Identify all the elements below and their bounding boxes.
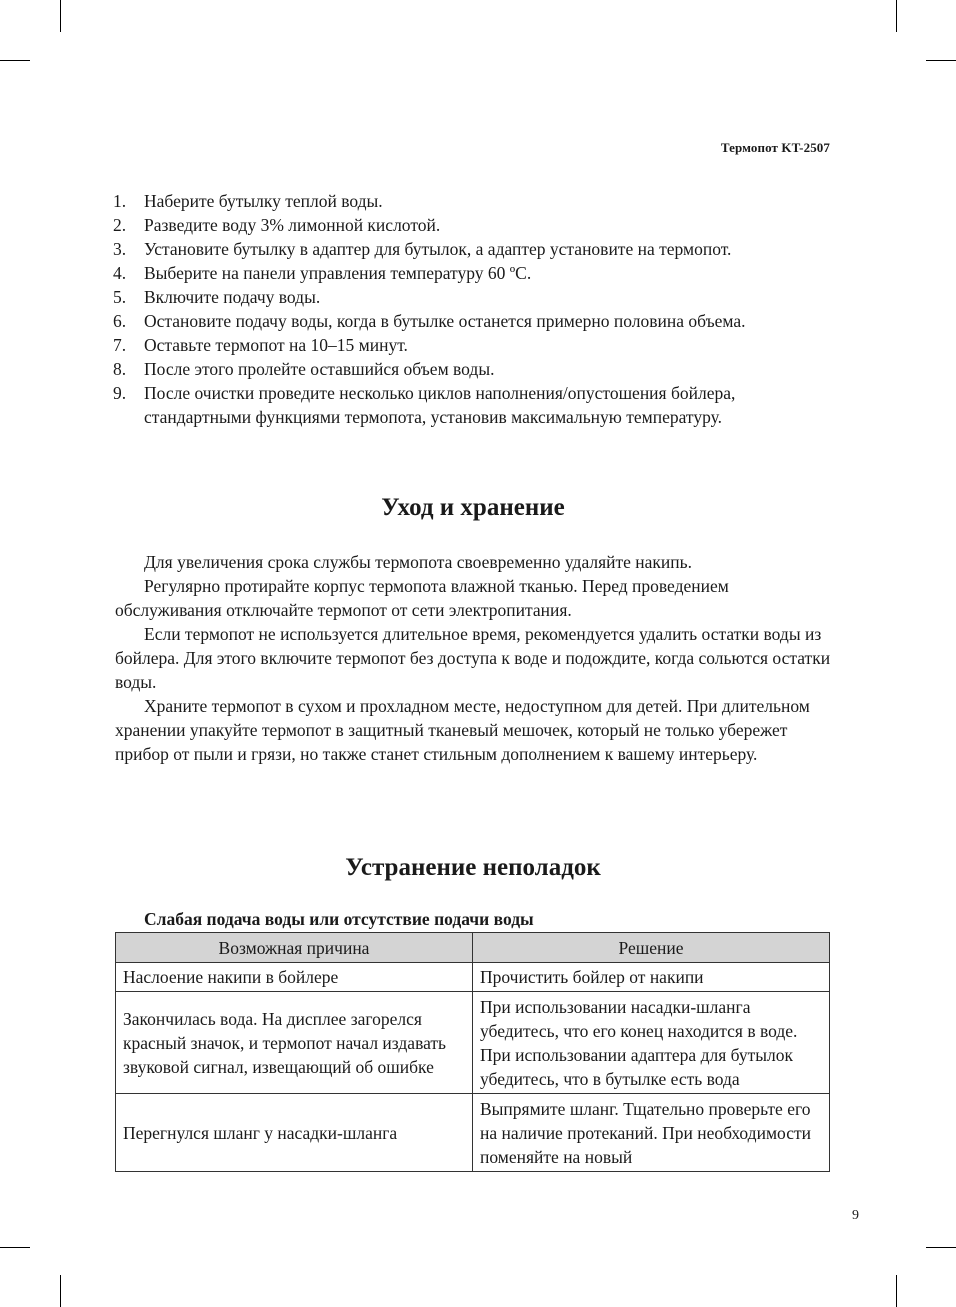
step-number: 5. (113, 287, 127, 307)
solution-cell: При использовании насадки-шланга убедитесь, что его конец находится в воде. При использовании адаптера для бутылок убедитесь, что в бутылке есть вода (473, 992, 830, 1094)
step-number: 6. (113, 311, 127, 331)
column-header-solution: Решение (473, 933, 830, 963)
crop-mark-top-right (896, 0, 897, 32)
step-number: 8. (113, 359, 127, 379)
list-item (113, 285, 833, 309)
crop-mark-right-top (926, 60, 956, 61)
table-header-row (116, 933, 830, 963)
care-paragraph: Для увеличения срока службы термопота своевременно удаляйте накипь. (144, 552, 693, 572)
list-item (113, 309, 833, 333)
step-text: Оставьте термопот на 10–15 минут. (144, 335, 408, 355)
solution-cell: Выпрямите шланг. Тщательно проверьте его на наличие протеканий. При необходимости поменяйте на новый (473, 1094, 830, 1172)
crop-mark-top-left (60, 0, 61, 32)
step-text: Разведите воду 3% лимонной кислотой. (144, 215, 441, 235)
table-row (116, 1094, 830, 1172)
page-number: 9 (852, 1208, 859, 1223)
care-section-body (115, 550, 831, 766)
troubleshooting-subtitle: Слабая подача воды или отсутствие подачи воды (144, 909, 534, 929)
list-item (113, 333, 833, 357)
step-text: Наберите бутылку теплой воды. (144, 191, 383, 211)
list-item (113, 357, 833, 381)
crop-mark-left-bottom (0, 1247, 30, 1248)
cause-cell: Перегнулся шланг у насадки-шланга (116, 1094, 473, 1172)
list-item (113, 261, 833, 285)
running-header: Термопот KT-2507 (720, 140, 830, 155)
list-item (113, 189, 833, 213)
step-text: Установите бутылку в адаптер для бутылок, а адаптер установите на термопот. (144, 239, 732, 259)
crop-mark-bottom-left (60, 1275, 61, 1307)
solution-cell: Прочистить бойлер от накипи (473, 963, 830, 992)
troubleshooting-table (115, 932, 830, 1172)
list-item (113, 237, 833, 261)
cause-cell: Закончилась вода. На дисплее загорелся красный значок, и термопот начал издавать звуковой сигнал, извещающий об ошибке (116, 992, 473, 1094)
crop-mark-left-top (0, 60, 30, 61)
crop-mark-bottom-right (896, 1275, 897, 1307)
troubleshooting-section-title: Устранение неполадок (345, 854, 601, 881)
step-number: 1. (113, 191, 127, 211)
column-header-cause: Возможная причина (116, 933, 473, 963)
step-number: 4. (113, 263, 127, 283)
care-section-title: Уход и хранение (381, 494, 565, 521)
care-paragraph: Регулярно протирайте корпус термопота влажной тканью. Перед проведением обслуживания отключайте термопот от сети электропитания. (115, 576, 729, 620)
step-number: 3. (113, 239, 127, 259)
step-number: 2. (113, 215, 127, 235)
cleaning-steps-list (113, 189, 833, 429)
list-item (113, 213, 833, 237)
step-text: После очистки проведите несколько циклов наполнения/опустошения бойлера, стандартными функциями термопота, установив максимальную температуру. (144, 383, 736, 427)
step-text: Остановите подачу воды, когда в бутылке останется примерно половина объема. (144, 311, 746, 331)
cause-cell: Наслоение накипи в бойлере (116, 963, 473, 992)
step-text: Включите подачу воды. (144, 287, 321, 307)
step-text: Выберите на панели управления температуру 60 ºС. (144, 263, 532, 283)
care-paragraph: Если термопот не используется длительное время, рекомендуется удалить остатки воды из бойлера. Для этого включите термопот без доступа к воде и подождите, когда сольются остатки воды. (115, 624, 831, 692)
table-row (116, 992, 830, 1094)
step-number: 9. (113, 383, 127, 403)
list-item (113, 381, 833, 429)
table-row (116, 963, 830, 992)
step-text: После этого пролейте оставшийся объем воды. (144, 359, 495, 379)
step-number: 7. (113, 335, 127, 355)
crop-mark-right-bottom (926, 1247, 956, 1248)
care-paragraph: Храните термопот в сухом и прохладном месте, недоступном для детей. При длительном хранении упакуйте термопот в защитный тканевый мешочек, который не только убережет прибор от пыли и грязи, но также станет стильным дополнением к вашему интерьеру. (115, 696, 810, 764)
